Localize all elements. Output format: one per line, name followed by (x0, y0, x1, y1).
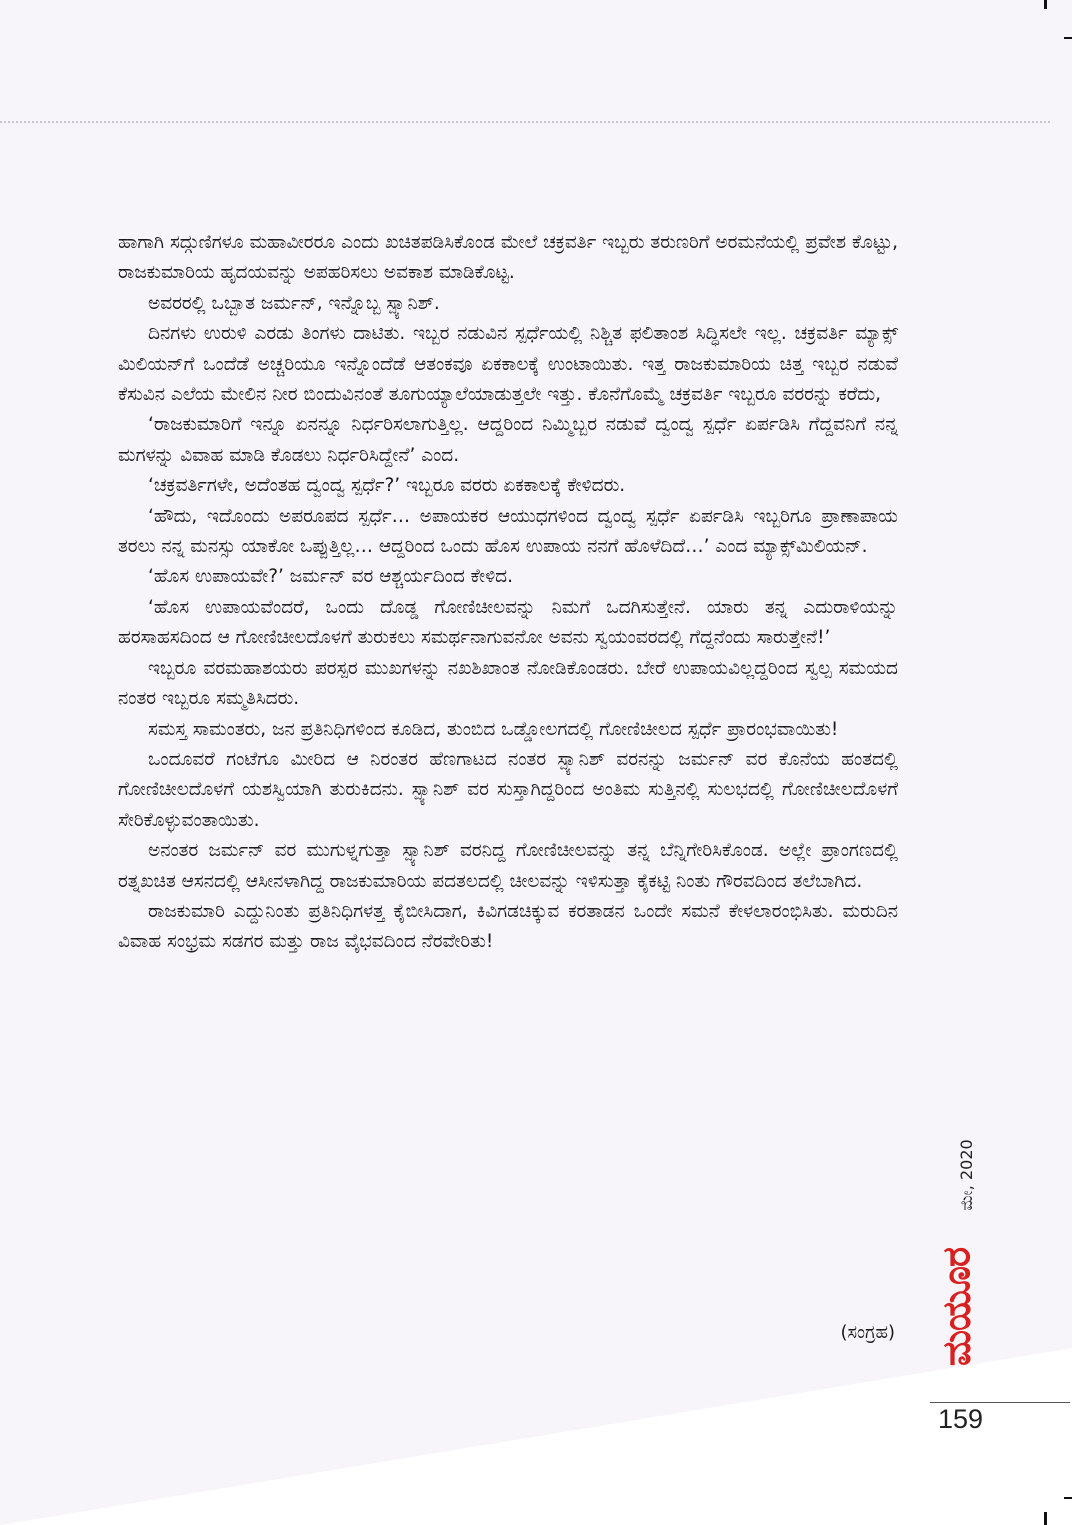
article-paragraph-4: ‘ರಾಜಕುಮಾರಿಗೆ ಇನ್ನೂ ಏನನ್ನೂ ನಿರ್ಧರಿಸಲಾಗುತ್ತಿಲ್ಲ. ಆದ್ದರಿಂದ ನಿಮ್ಮಿಬ್ಬರ ನಡುವೆ ದ್ವಂದ್ವ ಸ್ಪರ್ಧೆ ಏರ್ಪಡಿಸಿ ಗೆದ್ದವನಿಗೆ ನನ್ನ ಮಗಳನ್ನು ವಿವಾಹ ಮಾಡಿ ಕೊಡಲು ನಿರ್ಧರಿಸಿದ್ದೇನೆ’ ಎಂದ. (118, 414, 898, 466)
page-number-rule (930, 1402, 1070, 1403)
top-dotted-divider (0, 121, 1050, 123)
article-paragraph-9: ಇಬ್ಬರೂ ವರಮಹಾಶಯರು ಪರಸ್ಪರ ಮುಖಗಳನ್ನು ನಖಶಿಖಾಂತ ನೋಡಿಕೊಂಡರು. ಬೇರೆ ಉಪಾಯವಿಲ್ಲದ್ದರಿಂದ ಸ್ವಲ್ಪ ಸಮಯದ ನಂತರ ಇಬ್ಬರೂ ಸಮ್ಮತಿಸಿದರು. (118, 657, 898, 710)
crop-mark-top-side (1064, 37, 1072, 39)
crop-mark-top (1044, 0, 1047, 9)
article-paragraph-6: ‘ಹೌದು, ಇದೊಂದು ಅಪರೂಪದ ಸ್ಪರ್ಧೆ… ಅಪಾಯಕರ ಆಯುಧಗಳಿಂದ ದ್ವಂದ್ವ ಸ್ಪರ್ಧೆ ಏರ್ಪಡಿಸಿ ಇಬ್ಬರಿಗೂ ಪ್ರಾಣಾಪಾಯ ತರಲು ನನ್ನ ಮನಸ್ಸು ಯಾಕೋ ಒಪ್ಪುತ್ತಿಲ್ಲ… ಆದ್ದರಿಂದ ಒಂದು ಹೊಸ ಉಪಾಯ ನನಗೆ ಹೊಳೆದಿದೆ…’ ಎಂದ ಮ್ಯಾಕ್ಸ್‌ಮಿಲಿಯನ್. (118, 505, 898, 558)
article-body (118, 228, 898, 958)
article-paragraph-13: ರಾಜಕುಮಾರಿ ಎದ್ದುನಿಂತು ಪ್ರತಿನಿಧಿಗಳತ್ತ ಕೈಬೀಸಿದಾಗ, ಕಿವಿಗಡಚಿಕ್ಕುವ ಕರತಾಡನ ಒಂದೇ ಸಮನೆ ಕೇಳಲಾರಂಭಿಸಿತು. ಮರುದಿನ ವಿವಾಹ ಸಂಭ್ರಮ ಸಡಗರ ಮತ್ತು ರಾಜ ವೈಭವದಿಂದ ನೆರವೇರಿತು! (118, 900, 898, 953)
issue-date (955, 1130, 979, 1220)
article-paragraph-11: ಒಂದೂವರೆ ಗಂಟೆಗೂ ಮೀರಿದ ಆ ನಿರಂತರ ಹೆಣಗಾಟದ ನಂತರ ಸ್ಪ್ಯಾನಿಶ್ ವರನನ್ನು ಜರ್ಮನ್ ವರ ಕೊನೆಯ ಹಂತದಲ್ಲಿ ಗೋಣಿಚೀಲದೊಳಗೆ ಯಶಸ್ವಿಯಾಗಿ ತುರುಕಿದನು. ಸ್ಪ್ಯಾನಿಶ್ ವರ ಸುಸ್ತಾಗಿದ್ದರಿಂದ ಅಂತಿಮ ಸುತ್ತಿನಲ್ಲಿ ಸುಲಭದಲ್ಲಿ ಗೋಣಿಚೀಲದೊಳಗೆ ಸೇರಿಕೊಳ್ಳುವಂತಾಯಿತು. (118, 748, 898, 831)
article-paragraph-12: ಅನಂತರ ಜರ್ಮನ್ ವರ ಮುಗುಳ್ನಗುತ್ತಾ ಸ್ಪ್ಯಾನಿಶ್ ವರನಿದ್ದ ಗೋಣಿಚೀಲವನ್ನು ತನ್ನ ಬೆನ್ನಿಗೇರಿಸಿಕೊಂಡ. ಅಲ್ಲೇ ಪ್ರಾಂಗಣದಲ್ಲಿ ರತ್ನಖಚಿತ ಆಸನದಲ್ಲಿ ಆಸೀನಳಾಗಿದ್ದ ರಾಜಕುಮಾರಿಯ ಪದತಲದಲ್ಲಿ ಚೀಲವನ್ನು ಇಳಿಸುತ್ತಾ ಕೈಕಟ್ಟಿ ನಿಂತು ಗೌರವದಿಂದ ತಲೆಬಾಗಿದ. (118, 840, 898, 892)
crop-mark-bottom (1044, 1512, 1047, 1525)
article-credit: (ಸಂಗ್ರಹ) (840, 1322, 895, 1343)
crop-mark-bottom-side (1064, 1497, 1072, 1499)
article-paragraph-7: ‘ಹೊಸ ಉಪಾಯವೇ?’ ಜರ್ಮನ್ ವರ ಆಶ್ಚರ್ಯದಿಂದ ಕೇಳಿದ. (148, 566, 513, 588)
magazine-logo (930, 1232, 984, 1382)
article-paragraph-1: ಹಾಗಾಗಿ ಸದ್ಗುಣಿಗಳೂ ಮಹಾವೀರರೂ ಎಂದು ಖಚಿತಪಡಿಸಿಕೊಂಡ ಮೇಲೆ ಚಕ್ರವರ್ತಿ ಇಬ್ಬರು ತರುಣರಿಗೆ ಅರಮನೆಯಲ್ಲಿ ಪ್ರವೇಶ ಕೊಟ್ಟು, ರಾಜಕುಮಾರಿಯ ಹೃದಯವನ್ನು ಅಪಹರಿಸಲು ಅವಕಾಶ ಮಾಡಿಕೊಟ್ಟ. (118, 232, 898, 284)
article-paragraph-8: ‘ಹೊಸ ಉಪಾಯವೆಂದರೆ, ಒಂದು ದೊಡ್ಡ ಗೋಣಿಚೀಲವನ್ನು ನಿಮಗೆ ಒದಗಿಸುತ್ತೇನೆ. ಯಾರು ತನ್ನ ಎದುರಾಳಿಯನ್ನು ಹರಸಾಹಸದಿಂದ ಆ ಗೋಣಿಚೀಲದೊಳಗೆ ತುರುಕಲು ಸಮರ್ಥನಾಗುವನೋ ಅವನು ಸ್ವಯಂವರದಲ್ಲಿ ಗೆದ್ದನೆಂದು ಸಾರುತ್ತೇನೆ!’ (118, 596, 898, 649)
issue-date-text: ಮೇ, 2020 (957, 1139, 976, 1211)
article-paragraph-10: ಸಮಸ್ತ ಸಾಮಂತರು, ಜನ ಪ್ರತಿನಿಧಿಗಳಿಂದ ಕೂಡಿದ, ತುಂಬಿದ ಒಡ್ಡೋಲಗದಲ್ಲಿ ಗೋಣಿಚೀಲದ ಸ್ಪರ್ಧೆ ಪ್ರಾರಂಭವಾಯಿತು! (148, 718, 839, 740)
page-number: 159 (938, 1404, 984, 1434)
article-paragraph-3: ದಿನಗಳು ಉರುಳಿ ಎರಡು ತಿಂಗಳು ದಾಟಿತು. ಇಬ್ಬರ ನಡುವಿನ ಸ್ಪರ್ಧೆಯಲ್ಲಿ ನಿಶ್ಚಿತ ಫಲಿತಾಂಶ ಸಿದ್ಧಿಸಲೇ ಇಲ್ಲ. ಚಕ್ರವರ್ತಿ ಮ್ಯಾಕ್ಸ್ ಮಿಲಿಯನ್‌ಗೆ ಒಂದೆಡೆ ಅಚ್ಚರಿಯೂ ಇನ್ನೊಂದೆಡೆ ಆತಂಕವೂ ಏಕಕಾಲಕ್ಕೆ ಉಂಟಾಯಿತು. ಇತ್ತ ರಾಜಕುಮಾರಿಯ ಚಿತ್ತ ಇಬ್ಬರ ನಡುವೆ ಕೆಸುವಿನ ಎಲೆಯ ಮೇಲಿನ ನೀರ ಬಿಂದುವಿನಂತೆ ತೂಗುಯ್ಯಾಲೆಯಾಡುತ್ತಲೇ ಇತ್ತು. ಕೊನೆಗೊಮ್ಮೆ ಚಕ್ರವರ್ತಿ ಇಬ್ಬರೂ ವರರನ್ನು ಕರೆದು, (118, 323, 898, 406)
magazine-logo-text: ಮಯೂರ (934, 1247, 979, 1367)
article-paragraph-5: ‘ಚಕ್ರವರ್ತಿಗಳೇ, ಅದೆಂತಹ ದ್ವಂದ್ವ ಸ್ಪರ್ಧೆ?’ ಇಬ್ಬರೂ ವರರು ಏಕಕಾಲಕ್ಕೆ ಕೇಳಿದರು. (148, 475, 626, 497)
article-paragraph-2: ಅವರರಲ್ಲಿ ಒಬ್ಬಾತ ಜರ್ಮನ್, ಇನ್ನೊಬ್ಬ ಸ್ಪ್ಯಾನಿಶ್. (148, 292, 440, 314)
